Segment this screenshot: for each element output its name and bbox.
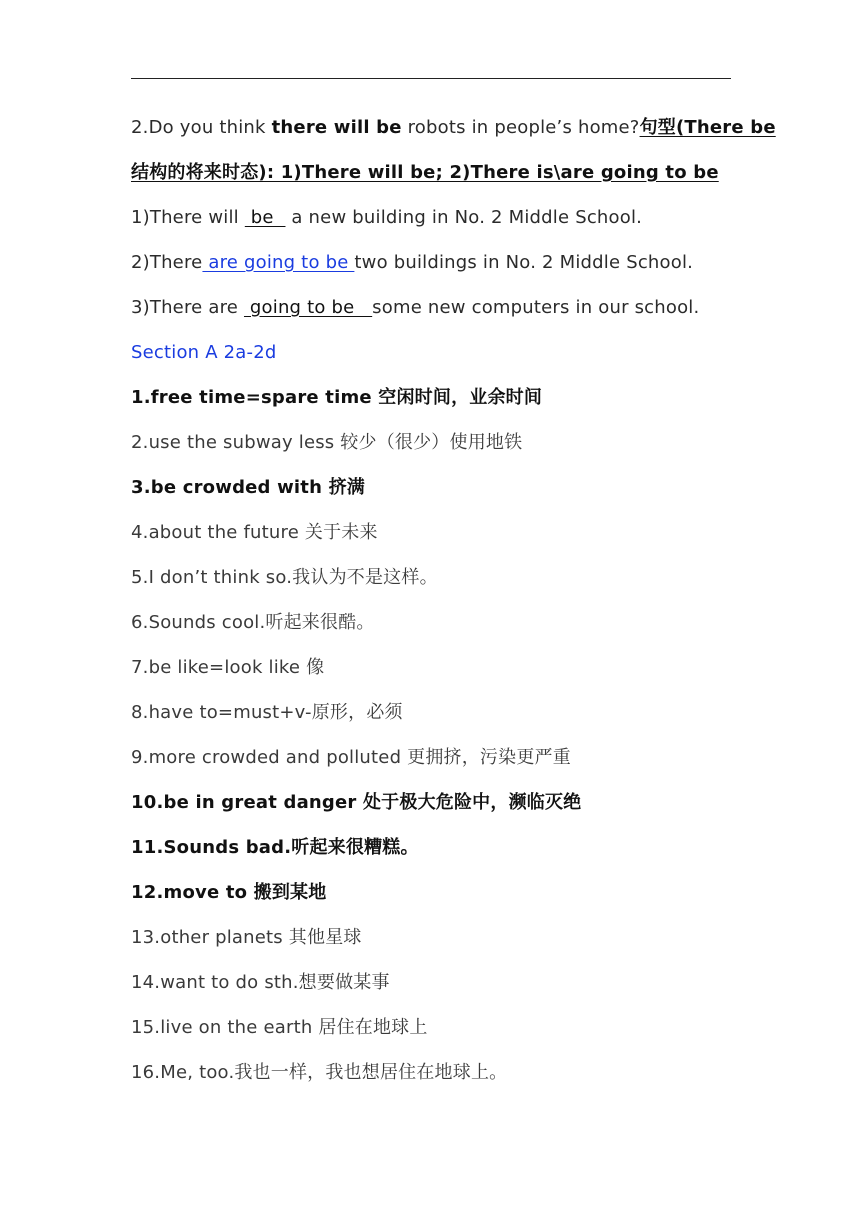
phrase-item: 10.be in great danger 处于极大危险中，濒临灭绝 [131,792,582,813]
exercise-3-answer: going to be [243,297,373,318]
exercise-3 [131,296,699,320]
question-2 [131,116,776,140]
exercise-3-post: some new computers in our school. [372,297,700,318]
phrase-item: 16.Me, too.我也一样，我也想居住在地球上。 [131,1062,508,1083]
header-rule [131,78,731,79]
exercise-2-post: two buildings in No. 2 Middle School. [354,252,694,273]
exercise-1 [131,206,642,230]
phrase-item: 13.other planets 其他星球 [131,927,362,948]
phrase-item: 7.be like=look like 像 [131,657,325,678]
grammar-pattern-continued: 结构的将来时态): 1)There will be; 2)There is\are going to be [131,162,719,183]
exercise-2 [131,251,693,275]
phrase-item: 2.use the subway less 较少（很少）使用地铁 [131,432,523,453]
phrase-item: 12.move to 搬到某地 [131,882,327,903]
phrase-item: 8.have to=must+v-原形，必须 [131,702,403,723]
exercise-3-pre: 3)There are [131,297,244,318]
question-2-rest: robots in people’s home? [401,117,640,138]
phrase-item: 6.Sounds cool.听起来很酷。 [131,612,375,633]
question-2-keyword: there will be [271,117,402,138]
phrase-item: 4.about the future 关于未来 [131,522,378,543]
exercise-1-answer: be [244,207,286,228]
phrase-item: 15.live on the earth 居住在地球上 [131,1017,428,1038]
question-2-prefix: 2.Do you think [131,117,272,138]
exercise-2-answer: are going to be [202,252,355,273]
phrase-item: 11.Sounds bad.听起来很糟糕。 [131,837,419,858]
exercise-2-pre: 2)There [131,252,203,273]
section-title: Section A 2a-2d [131,342,277,363]
phrase-item: 1.free time=spare time 空闲时间，业余时间 [131,387,543,408]
phrase-item: 5.I don’t think so.我认为不是这样。 [131,567,438,588]
phrase-item: 9.more crowded and polluted 更拥挤，污染更严重 [131,747,571,768]
phrase-item: 14.want to do sth.想要做某事 [131,972,390,993]
grammar-pattern-start: 句型(There be [639,117,776,138]
exercise-1-post: a new building in No. 2 Middle School. [285,207,643,228]
exercise-1-pre: 1)There will [131,207,245,228]
phrase-item: 3.be crowded with 挤满 [131,477,365,498]
